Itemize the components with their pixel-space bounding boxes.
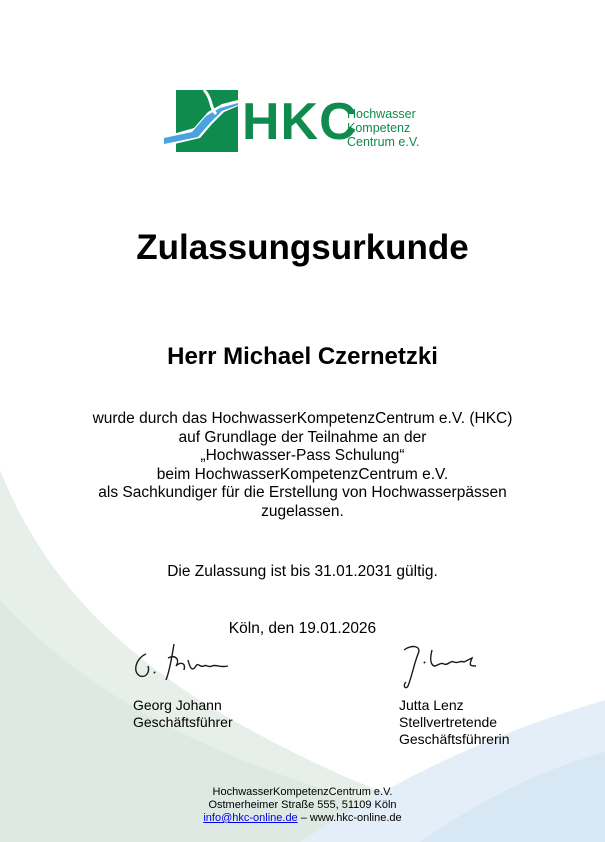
signatory-right-name: Jutta Lenz — [399, 697, 464, 713]
signatory-right-role-1: Stellvertretende — [399, 714, 498, 730]
footer — [0, 786, 605, 825]
footer-email-link[interactable]: info@hkc-online.de — [203, 812, 298, 824]
logo-abbreviation: HKC — [242, 93, 358, 151]
body-line: beim HochwasserKompetenzCentrum e.V. — [156, 465, 449, 483]
body-line: wurde durch das HochwasserKompetenzCentrum e.V. (HKC) — [92, 410, 513, 427]
logo-subtitle — [347, 107, 420, 149]
footer-contact — [0, 812, 605, 825]
footer-separator: – — [297, 812, 310, 824]
logo-line-2: Kompetenz — [347, 121, 411, 135]
body-line: „Hochwasser-Pass Schulung“ — [200, 447, 405, 464]
logo-line-3: Centrum e.V. — [347, 135, 420, 149]
footer-website: www.hkc-online.de — [309, 812, 402, 824]
recipient-name: Herr Michael Czernetzki — [167, 343, 438, 370]
signatory-right-role-2: Geschäftsführerin — [399, 731, 510, 747]
river-emblem-icon — [164, 88, 240, 154]
signatory-right — [399, 697, 510, 748]
signature-right — [400, 640, 490, 692]
body-line: auf Grundlage der Teilnahme an der — [178, 428, 427, 446]
certificate-body — [0, 410, 605, 521]
hkc-logo — [164, 88, 444, 156]
logo-line-1: Hochwasser — [347, 107, 416, 121]
body-line: zugelassen. — [261, 502, 344, 520]
place-and-date: Köln, den 19.01.2026 — [228, 620, 377, 637]
signatory-left-role: Geschäftsführer — [133, 714, 233, 730]
footer-address: Ostmerheimer Straße 555, 51109 Köln — [208, 799, 397, 811]
signatory-left-name: Georg Johann — [133, 697, 222, 713]
validity-statement: Die Zulassung ist bis 31.01.2031 gültig. — [167, 563, 438, 580]
signatory-left — [133, 697, 233, 731]
body-line: als Sachkundiger für die Erstellung von Hochwasserpässen — [98, 484, 507, 501]
document-title: Zulassungsurkunde — [136, 228, 469, 267]
footer-org: HochwasserKompetenzCentrum e.V. — [212, 786, 393, 798]
signature-left — [128, 636, 248, 686]
